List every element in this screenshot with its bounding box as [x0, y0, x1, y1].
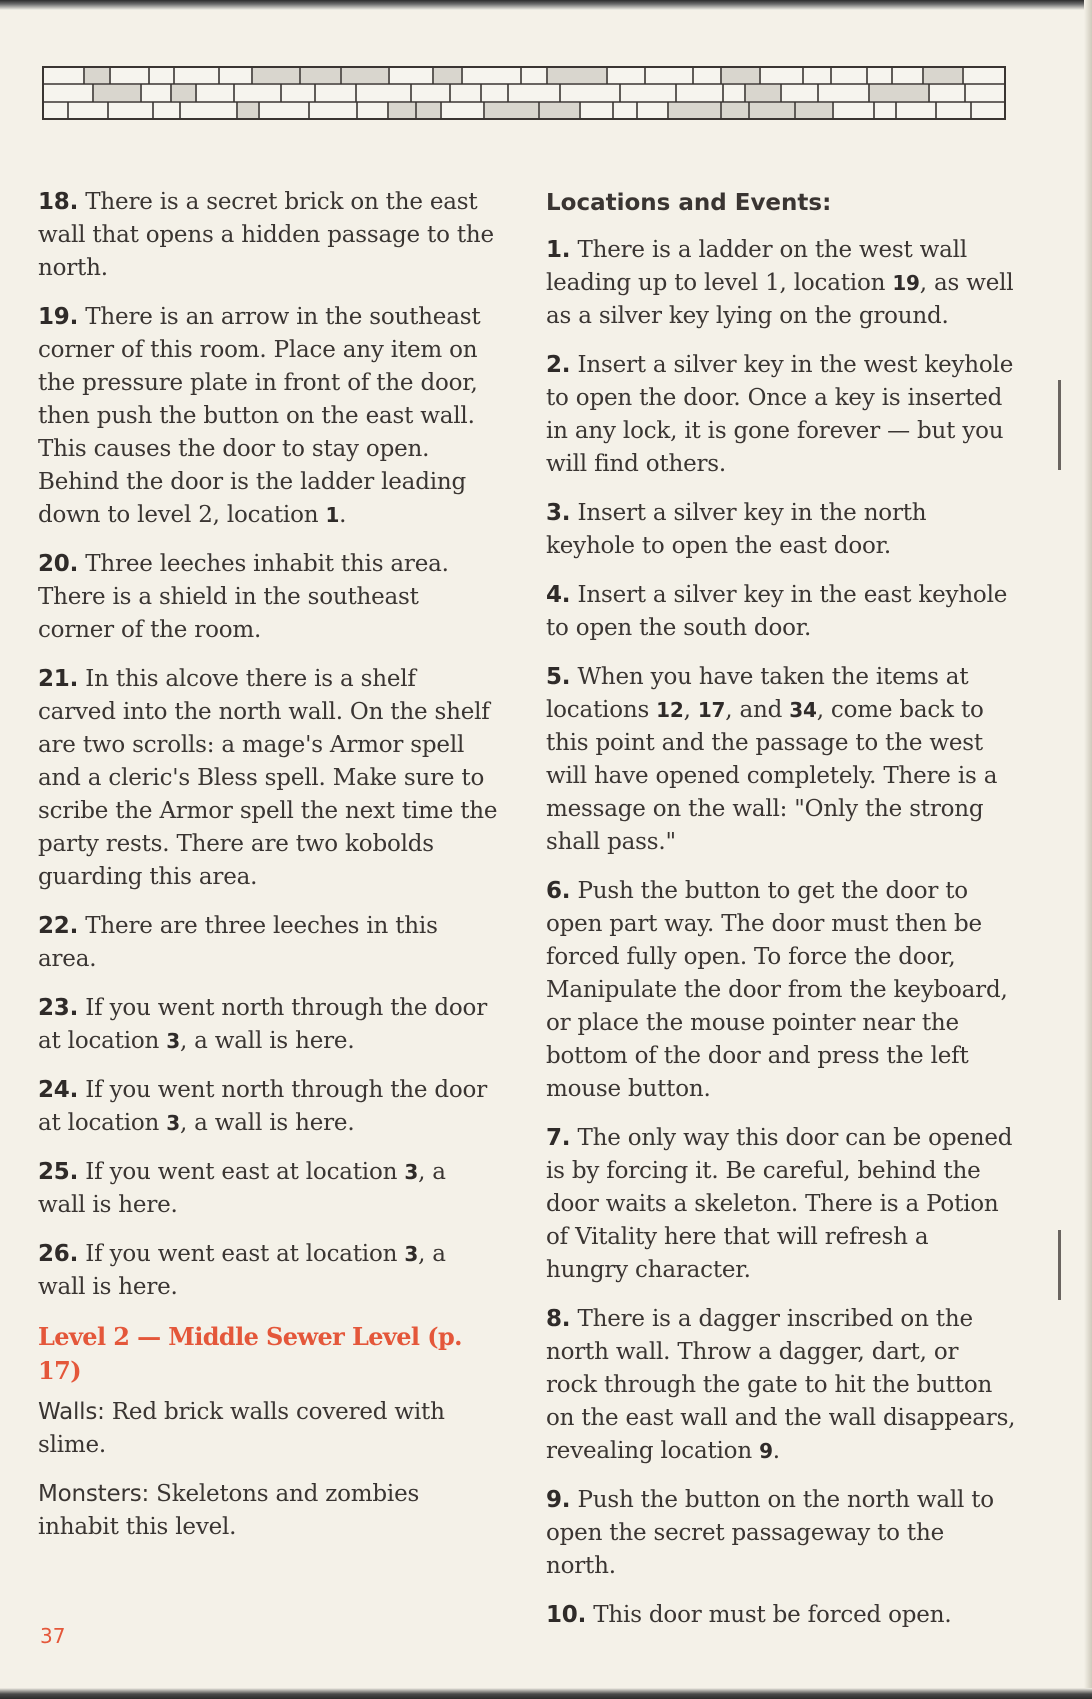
right-column	[546, 186, 1016, 1648]
entry-22: 22. There are three leeches in this area.	[38, 913, 438, 972]
location-1: 1. There is a ladder on the west wall leading up to level 1, location 19, as well as a silver key lying on the ground.	[546, 237, 1014, 329]
page-bottom-edge	[0, 1688, 1092, 1699]
location-8: 8. There is a dagger inscribed on the north wall. Throw a dagger, dart, or rock through the gate to hit the button on the east wall and the wall disappears, revealing location 9.	[546, 1306, 1016, 1464]
entry-23: 23. If you went north through the door at location 3, a wall is here.	[38, 995, 487, 1054]
page-right-edge	[1084, 0, 1092, 1699]
locations-heading: Locations and Events:	[546, 190, 832, 216]
entry-25: 25. If you went east at location 3, a wall is here.	[38, 1159, 446, 1218]
location-6: 6. Push the button to get the door to open part way. The door must then be forced fully open. To force the door, Manipulate the door from the keyboard, or place the mouse pointer near the bottom of the door and press the left mouse button.	[546, 878, 1008, 1102]
entry-20: 20. Three leeches inhabit this area. There is a shield in the southeast corner of the room.	[38, 551, 449, 643]
brick-border-decoration	[42, 66, 1006, 120]
level-heading: Level 2 — Middle Sewer Level (p. 17)	[38, 1322, 462, 1385]
location-2: 2. Insert a silver key in the west keyhole to open the door. Once a key is inserted in any lock, it is gone forever — but you will find others.	[546, 352, 1014, 477]
location-4: 4. Insert a silver key in the east keyhole to open the south door.	[546, 582, 1008, 641]
location-10: 10. This door must be forced open.	[546, 1602, 952, 1628]
entry-19: 19. There is an arrow in the southeast corner of this room. Place any item on the pressure plate in front of the door, then push the button on the east wall. This causes the door to stay open. Behind the door is the ladder leading down to level 2, location 1.	[38, 304, 481, 528]
entry-18: 18. There is a secret brick on the east wall that opens a hidden passage to the north.	[38, 189, 494, 281]
location-7: 7. The only way this door can be opened is by forcing it. Be careful, behind the door waits a skeleton. There is a Potion of Vitality here that will refresh a hungry character.	[546, 1125, 1013, 1283]
walls-description: Walls: Red brick walls covered with slime.	[38, 1399, 445, 1458]
left-column	[38, 186, 498, 1560]
location-5: 5. When you have taken the items at locations 12, 17, and 34, come back to this point and the passage to the west will have opened completely. There is a message on the wall: "Only the strong shall pass."	[546, 664, 998, 855]
page-top-edge	[0, 0, 1092, 10]
page-number: 37	[40, 1624, 66, 1648]
entry-24: 24. If you went north through the door at location 3, a wall is here.	[38, 1077, 487, 1136]
location-3: 3. Insert a silver key in the north keyhole to open the east door.	[546, 500, 927, 559]
entry-26: 26. If you went east at location 3, a wall is here.	[38, 1241, 446, 1300]
gutter-mark-upper	[1058, 380, 1061, 470]
location-9: 9. Push the button on the north wall to open the secret passageway to the north.	[546, 1487, 994, 1579]
monsters-description: Monsters: Skeletons and zombies inhabit this level.	[38, 1481, 420, 1540]
gutter-mark-lower	[1058, 1230, 1061, 1300]
entry-21: 21. In this alcove there is a shelf carved into the north wall. On the shelf are two scrolls: a mage's Armor spell and a cleric's Bless spell. Make sure to scribe the Armor spell the next time the party rests. There are two kobolds guarding this area.	[38, 666, 498, 890]
